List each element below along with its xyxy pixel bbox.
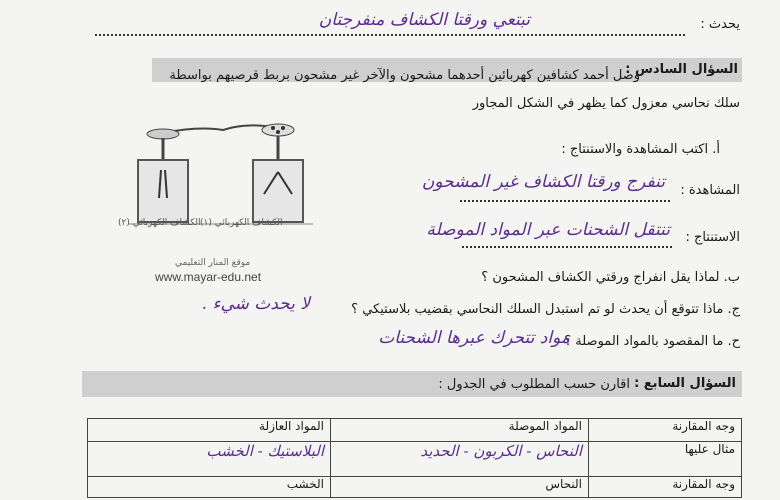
right-jar [253, 160, 303, 222]
table-cell: النحاس - الكربون - الحديد [331, 442, 589, 477]
table-cell: وجه المقارنة [589, 477, 742, 498]
q7-title: السؤال السابع : [634, 376, 736, 391]
table-row [88, 477, 742, 498]
table-cell: البلاستيك - الخشب [88, 442, 331, 477]
conclusion-label: الاستنتاج : [685, 230, 740, 245]
conclusion-answer: تنتقل الشحنات عبر المواد الموصلة [426, 220, 670, 240]
conclusion-line [462, 246, 672, 248]
table-cell: المواد الموصلة [331, 419, 589, 442]
observation-label: المشاهدة : [680, 183, 740, 198]
watermark-arabic: موقع المنار التعليمي [175, 258, 251, 268]
part-a-text: أ. اكتب المشاهدة والاستنتاج : [561, 142, 720, 157]
table-cell: الخشب [88, 477, 331, 498]
watermark-url: www.mayar-edu.net [155, 270, 262, 284]
part-c-text: ج. ماذا تتوقع أن يحدث لو تم استبدل السلك النحاسي بقضيب بلاستيكي ؟ [351, 302, 740, 317]
table-cell: المواد العازلة [88, 419, 331, 442]
part-d-answer: مواد تتحرك عبرها الشحنات [378, 328, 570, 348]
figure-label-right: الكشاف الكهربائي (١) [200, 218, 283, 228]
table-row [88, 419, 742, 442]
comparison-table [87, 418, 742, 498]
part-b-text: ب. لماذا يقل انفراج ورقتي الكشاف المشحون ؟ [481, 270, 740, 285]
table-cell: النحاس [331, 477, 589, 498]
table-cell: مثال عليها [589, 442, 742, 477]
observation-answer: تنفرج ورقتا الكشاف غير المشحون [421, 172, 665, 192]
q6-intro-line2: سلك نحاسي معزول كما يظهر في الشكل المجاور [472, 96, 740, 111]
part-d-text: ح. ما المقصود بالمواد الموصلة ؟ [564, 334, 740, 349]
table-row [88, 442, 742, 477]
table-cell: وجه المقارنة [589, 419, 742, 442]
figure-label-left: الكشاف الكهربائي (٢) [118, 218, 201, 228]
observation-line [460, 200, 670, 202]
q6-title: السؤال السادس : [625, 62, 738, 77]
q7-instruction: اقارن حسب المطلوب في الجدول : [438, 377, 630, 392]
copper-wire [163, 125, 278, 133]
answer-dotted-line [95, 34, 685, 36]
happens-label: يحدث : [700, 17, 740, 32]
q6-intro-line1: وصل أحمد كشافين كهربائين أحدهما مشحون والآخر غير مشحون بربط قرصيهم بواسطة [169, 68, 640, 83]
happens-answer: تبتعي ورقتا الكشاف منفرجتان [318, 10, 530, 30]
part-c-answer: لا يحدث شيء . [201, 294, 310, 314]
left-jar [138, 160, 188, 222]
